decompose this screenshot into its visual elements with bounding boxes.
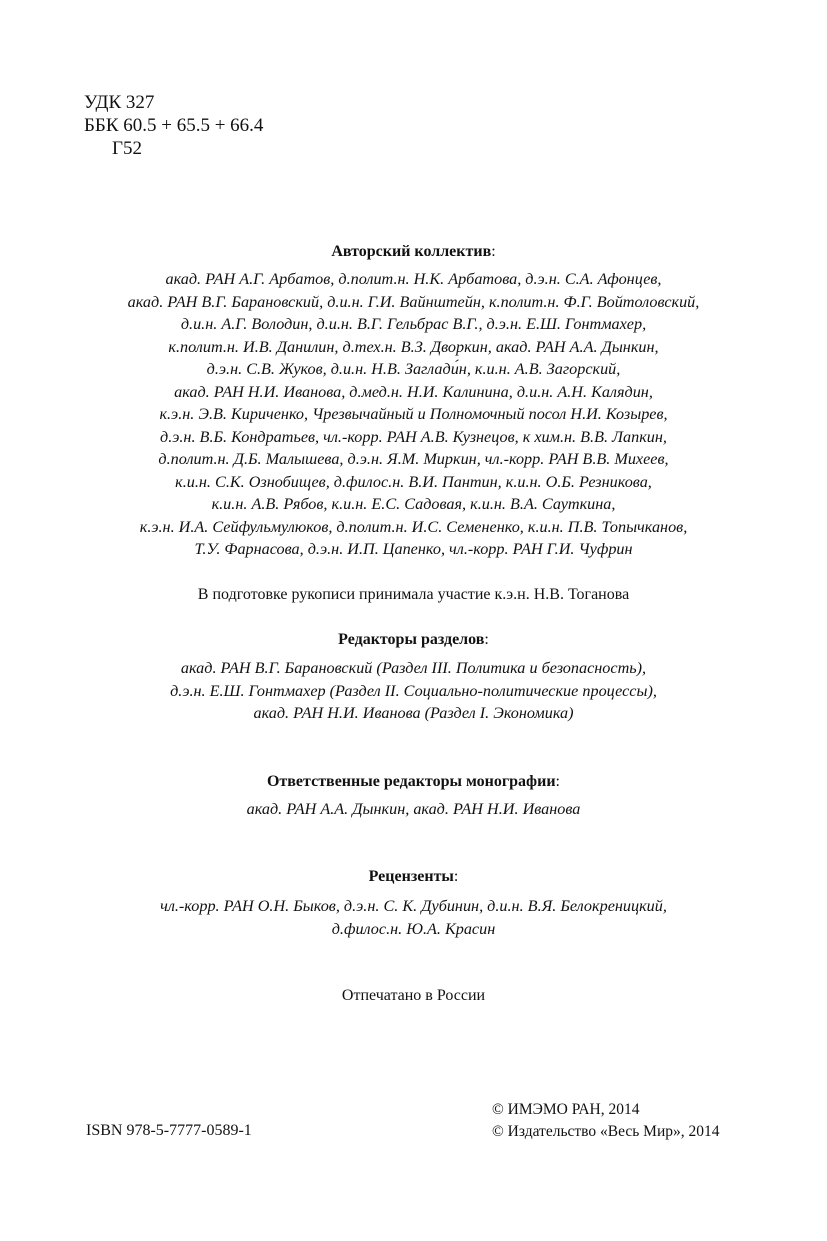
section-editor-line: акад. РАН В.Г. Барановский (Раздел III. Политика и безопасность), (180, 659, 647, 677)
authors-heading (60, 241, 767, 263)
reviewer-line: чл.-корр. РАН О.Н. Быков, д.э.н. С. К. Дубинин, д.и.н. В.Я. Белокреницкий, (160, 897, 667, 915)
author-mark: Г52 (112, 138, 142, 159)
reviewers-heading-colon: : (453, 868, 459, 885)
author-line: д.э.н. В.Б. Кондратьев, чл.-корр. РАН А.В. Кузнецов, к хим.н. В.В. Лапкин, (160, 427, 667, 446)
chief-editors-line: акад. РАН А.А. Дынкин, акад. РАН Н.И. Иванова (246, 800, 581, 818)
author-line: к.полит.н. И.В. Данилин, д.тех.н. В.З. Дворкин, акад. РАН А.А. Дынкин, (168, 337, 659, 356)
section-editor-line: д.э.н. Е.Ш. Гонтмахер (Раздел II. Социально-политические процессы), (170, 681, 657, 700)
chief-editors-heading-colon: : (555, 773, 560, 790)
section-editors-heading-text: Редакторы разделов (338, 631, 485, 648)
reviewers-heading (60, 866, 767, 888)
section-editor-line: акад. РАН Н.И. Иванова (Раздел I. Экономика) (253, 704, 574, 722)
copyright-publisher: © Издательство «Весь Мир», 2014 (492, 1123, 720, 1140)
section-editors-heading-colon: : (484, 631, 489, 648)
reviewers-heading-text: Рецензенты (368, 868, 454, 885)
author-line: Т.У. Фарнасова, д.э.н. И.П. Цапенко, чл.-корр. РАН Г.И. Чуфрин (194, 540, 633, 558)
author-line: акад. РАН А.Г. Арбатов, д.полит.н. Н.К. Арбатова, д.э.н. С.А. Афонцев, (165, 270, 662, 288)
authors-heading-text: Авторский коллектив (331, 243, 492, 260)
udk-code: УДК 327 (84, 92, 155, 113)
author-line: к.э.н. Э.В. Кириченко, Чрезвычайный и Полномочный посол Н.И. Козырев, (159, 405, 668, 423)
reviewers-list (60, 895, 767, 940)
copyright-block (492, 1099, 720, 1143)
bbk-code: ББК 60.5 + 65.5 + 66.4 (84, 115, 264, 136)
author-line: к.и.н. А.В. Рябов, к.и.н. Е.С. Садовая, к.и.н. В.А. Сауткина, (211, 495, 616, 513)
author-line: д.полит.н. Д.Б. Малышева, д.э.н. Я.М. Миркин, чл.-корр. РАН В.В. Михеев, (158, 450, 669, 468)
authors-list (60, 268, 767, 561)
chief-editors-heading-text: Ответственные редакторы монографии (266, 773, 556, 790)
author-line: акад. РАН В.Г. Барановский, д.и.н. Г.И. Вайнштейн, к.полит.н. Ф.Г. Войтоловский, (127, 292, 700, 311)
manuscript-note: В подготовке рукописи принимала участие к.э.н. Н.В. Тоганова (197, 586, 630, 603)
author-line: д.и.н. А.Г. Володин, д.и.н. В.Г. Гельбрас В.Г., д.э.н. Е.Ш. Гонтмахер, (180, 315, 647, 333)
section-editors-list (60, 657, 767, 725)
section-editors-heading (60, 629, 767, 651)
authors-heading-colon: : (491, 243, 496, 260)
author-line: акад. РАН Н.И. Иванова, д.мед.н. Н.И. Калинина, д.и.н. А.Н. Калядин, (174, 382, 653, 401)
isbn: ISBN 978-5-7777-0589-1 (86, 1122, 252, 1139)
reviewer-line: д.филос.н. Ю.А. Красин (331, 919, 496, 938)
author-line: д.э.н. С.В. Жуков, д.и.н. Н.В. Заглади́н, к.и.н. А.В. Загорский, (206, 360, 621, 378)
author-line: к.э.н. И.А. Сейфульмулюков, д.полит.н. И.С. Семененко, к.и.н. П.В. Топычканов, (139, 517, 688, 536)
chief-editors-heading (60, 771, 767, 793)
copyright-imemo: © ИМЭМО РАН, 2014 (492, 1101, 640, 1118)
author-line: к.и.н. С.К. Ознобищев, д.филос.н. В.И. Пантин, к.и.н. О.Б. Резникова, (175, 472, 652, 491)
printed-in-russia: Отпечатано в России (341, 987, 486, 1004)
classification-codes (84, 91, 263, 160)
